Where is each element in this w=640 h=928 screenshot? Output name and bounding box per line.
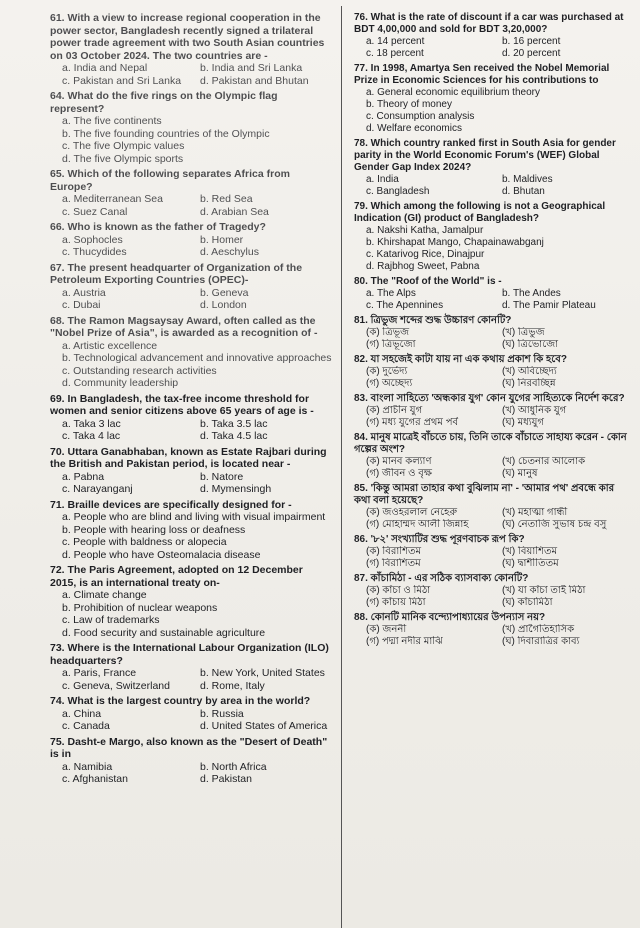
question-stem: 66. Who is known as the father of Tragedy? (50, 221, 266, 233)
answer-option: d. Rome, Italy (200, 679, 265, 692)
answer-option: a. Taka 3 lac (62, 417, 121, 430)
question-item (354, 354, 632, 390)
answer-options (354, 225, 632, 273)
answer-option: (গ) জীবন ও বৃক্ষ (366, 468, 432, 479)
answer-option: b. New York, United States (200, 667, 325, 679)
answer-option: a. General economic equilibrium theory (366, 87, 540, 98)
answer-option: (ক) ত্রিভূজ (366, 327, 410, 338)
answer-options (50, 511, 332, 561)
answer-option: c. Thucydides (62, 246, 127, 258)
question-stem: 75. Dasht-e Margo, also known as the "Desert of Death" is in (50, 735, 328, 760)
question-item (50, 90, 332, 165)
answer-option: d. 20 percent (502, 48, 561, 59)
answer-options (50, 708, 332, 733)
answer-option: a. Sophocles (62, 233, 123, 246)
answer-option: a. 14 percent (366, 36, 425, 47)
answer-options (50, 340, 332, 390)
question-item (50, 262, 332, 312)
answer-option: c. Narayanganj (62, 483, 133, 495)
answer-option: (খ) প্রাগৈতিহাসিক (502, 624, 575, 635)
answer-option: b. Theory of money (366, 99, 452, 110)
answer-option: c. Taka 4 lac (62, 430, 121, 442)
answer-option: d. United States of America (200, 720, 328, 732)
answer-option: c. Canada (62, 720, 110, 732)
question-item (50, 446, 332, 496)
question-item (354, 315, 632, 351)
answer-option: b. Technological advancement and innovative approaches (62, 352, 332, 364)
answer-options (50, 667, 332, 692)
answer-option: b. North Africa (200, 760, 267, 773)
answer-option: a. Austria (62, 286, 106, 299)
answer-option: b. Natore (200, 470, 244, 483)
answer-option: b. Maldives (502, 174, 553, 185)
question-stem: 84. মানুষ মাত্রেই বাঁচতে চায়, তিনি তাকে বাঁচাতে সাহায্য করেন - কোন গল্পের অংশ? (354, 432, 627, 455)
answer-option: a. India (366, 174, 399, 185)
answer-option: c. Dubai (62, 299, 101, 311)
question-stem: 87. কাঁচামিঠা - এর সঠিক ব্যাসবাক্য কোনটি? (354, 573, 529, 584)
column-divider (341, 6, 342, 928)
answer-option: b. India and Sri Lanka (200, 62, 303, 74)
question-item (50, 564, 332, 639)
question-stem: 67. The present headquarter of Organization of the Petroleum Exporting Countries (OPEC)- (50, 261, 303, 286)
answer-options (354, 507, 632, 531)
question-stem: 76. What is the rate of discount if a car was purchased at BDT 4,00,000 and sold for BDT 3,20,000? (354, 12, 624, 35)
answer-option: (ক) প্রাচীন যুগ (366, 405, 423, 416)
answer-option: b. Khirshapat Mango, Chapainawabganj (366, 237, 544, 248)
question-item (354, 573, 632, 609)
answer-option: d. People who have Osteomalacia disease (62, 548, 261, 561)
answer-options (50, 62, 332, 87)
answer-option: (ঘ) দিবারাত্রির কাব্য (502, 636, 580, 647)
question-stem: 68. The Ramon Magsaysay Award, often called as the "Nobel Prize of Asia", is awarded as a recognition of - (50, 314, 318, 339)
answer-option: (ক) দুর্ভেদ্য (366, 366, 408, 377)
answer-option: d. Community leadership (62, 377, 179, 389)
answer-option: b. The Andes (502, 288, 561, 299)
answer-option: b. Geneva (200, 286, 249, 299)
question-stem: 74. What is the largest country by area in the world? (50, 695, 311, 707)
answer-option: d. The Pamir Plateau (502, 300, 596, 311)
question-item (354, 393, 632, 429)
question-item (354, 201, 632, 273)
answer-option: d. Bhutan (502, 186, 545, 197)
answer-option: d. The five Olympic sports (62, 152, 184, 165)
question-stem: 79. Which among the following is not a Geographical Indication (GI) product of Bangladesh? (354, 201, 606, 224)
answer-option: (ক) মানব কল্যাণ (366, 456, 432, 467)
answer-option: (গ) কাঁচায় মিঠা (366, 597, 426, 608)
answer-option: (ঘ) নিরবচ্ছিন্ন (502, 378, 556, 389)
answer-options (50, 234, 332, 259)
answer-options (354, 174, 632, 198)
question-item (50, 695, 332, 733)
answer-option: (খ) চেতনার আলোক (502, 456, 586, 467)
question-item (50, 221, 332, 259)
answer-option: (ঘ) নেতাজি সুভাষ চন্দ্র বসু (502, 519, 607, 530)
answer-option: d. Aeschylus (200, 246, 259, 258)
answer-option: (ক) জননী (366, 624, 407, 635)
answer-option: c. Suez Canal (62, 205, 128, 218)
question-item (354, 63, 632, 135)
answer-option: b. Homer (200, 233, 244, 246)
answer-option: (ঘ) ত্রিভোজো (502, 339, 559, 350)
answer-option: (ক) বিরাশিতম (366, 546, 422, 557)
answer-options (50, 471, 332, 496)
question-item (354, 534, 632, 570)
question-item (354, 138, 632, 198)
answer-option: c. The Apennines (366, 300, 444, 311)
question-item (354, 276, 632, 312)
question-item (50, 736, 332, 786)
answer-option: c. People with baldness or alopecia (62, 536, 227, 548)
answer-option: b. Russia (200, 707, 244, 720)
question-item (354, 432, 632, 480)
answer-option: (ক) কাঁচা ও মিঠা (366, 585, 431, 596)
answer-option: c. Pakistan and Sri Lanka (62, 74, 182, 87)
answer-option: c. Bangladesh (366, 186, 430, 197)
answer-option: a. Nakshi Katha, Jamalpur (366, 225, 484, 236)
answer-option: (ঘ) কাঁচামিঠা (502, 597, 553, 608)
question-stem: 72. The Paris Agreement, adopted on 12 December 2015, is an international treaty on- (50, 564, 303, 589)
answer-options (354, 585, 632, 609)
answer-options (354, 624, 632, 648)
answer-option: b. People with hearing loss or deafness (62, 523, 246, 536)
answer-option: a. Climate change (62, 589, 147, 601)
answer-option: a. Pabna (62, 470, 105, 483)
answer-options (50, 287, 332, 312)
question-item (50, 12, 332, 87)
question-stem: 81. ত্রিভুজ শব্দের শুদ্ধ উচ্চারণ কোনটি? (354, 315, 512, 326)
answer-option: b. The five founding countries of the Olympic (62, 127, 270, 140)
answer-option: (ঘ) দ্বাশীতিতম (502, 558, 559, 569)
answer-options (354, 327, 632, 351)
answer-option: d. Mymensingh (200, 483, 272, 495)
answer-option: (ঘ) মানুষ (502, 468, 538, 479)
answer-option: (খ) আধুনিক যুগ (502, 405, 567, 416)
answer-option: c. Outstanding research activities (62, 364, 217, 377)
answer-option: d. London (200, 299, 247, 311)
right-column (344, 0, 640, 928)
question-stem: 88. কোনটি মানিক বন্দ্যোপাধ্যায়ের উপন্যাস নয়? (354, 612, 546, 623)
question-item (354, 12, 632, 60)
answer-option: (গ) বিরাশিতম (366, 558, 421, 569)
answer-option: (গ) মধ্য যুগের প্রথম পর্ব (366, 417, 459, 428)
answer-option: c. Afghanistan (62, 773, 128, 785)
answer-option: b. Red Sea (200, 193, 253, 205)
answer-option: c. 18 percent (366, 48, 424, 59)
answer-option: (গ) অচ্ছেদ্য (366, 378, 413, 389)
answer-option: (গ) পদ্মা নদীর মাঝি (366, 636, 443, 647)
answer-option: a. People who are blind and living with visual impairment (62, 511, 326, 523)
question-stem: 73. Where is the International Labour Organization (ILO) headquarters? (50, 642, 329, 667)
answer-option: c. Katarivog Rice, Dinajpur (366, 249, 485, 260)
answer-option: (ক) জওহরলাল নেহেরু (366, 507, 458, 518)
answer-options (354, 288, 632, 312)
question-stem: 82. যা সহজেই কাটা যায় না এক কথায় প্রকাশ কি হবে? (354, 354, 567, 365)
question-stem: 61. With a view to increase regional cooperation in the power sector, Bangladesh recently signed a trilateral power trade agreement with two South Asian countries on 03 October 2024. The two countries are - (50, 12, 325, 62)
answer-options (354, 36, 632, 60)
question-stem: 83. বাংলা সাহিত্যে 'অন্ধকার যুগ' কোন যুগের সাহিত্যকে নির্দেশ করে? (354, 393, 625, 404)
answer-options (354, 87, 632, 135)
answer-option: d. Taka 4.5 lac (200, 430, 268, 442)
question-item (354, 612, 632, 648)
answer-options (50, 115, 332, 165)
answer-option: a. Artistic excellence (62, 339, 158, 352)
question-stem: 78. Which country ranked first in South Asia for gender parity in the World Economic Forum's (WEF) Global Gender Gap Index 2024? (354, 138, 616, 173)
answer-option: a. The five continents (62, 115, 162, 127)
answer-option: a. China (62, 707, 102, 720)
question-stem: 64. What do the five rings on the Olympic flag represent? (50, 90, 278, 115)
answer-options (50, 589, 332, 639)
answer-option: (ঘ) মধ্যযুগ (502, 417, 544, 428)
question-item (50, 499, 332, 562)
question-stem: 65. Which of the following separates Africa from Europe? (50, 168, 290, 193)
left-column (40, 0, 340, 928)
answer-option: d. Arabian Sea (200, 205, 269, 218)
answer-option: (খ) মহাত্মা গান্ধী (502, 507, 568, 518)
answer-option: (খ) যা কাঁচা তাই মিঠা (502, 585, 586, 596)
answer-options (354, 366, 632, 390)
question-stem: 85. 'কিন্তু আমরা তাহার কথা বুঝিলাম না' - 'আমার পথ' প্রবন্ধে কার কথা বলা হয়েছে? (354, 483, 615, 506)
answer-option: c. Consumption analysis (366, 111, 475, 122)
answer-option: c. Law of trademarks (62, 614, 160, 626)
question-stem: 69. In Bangladesh, the tax-free income threshold for women and senior citizens above 65 years of age is - (50, 392, 314, 417)
question-item (354, 483, 632, 531)
question-stem: 70. Uttara Ganabhaban, known as Estate Rajbari during the British and Pakistan period, is located near - (50, 445, 327, 470)
question-item (50, 315, 332, 390)
question-stem: 71. Braille devices are specifically designed for - (50, 498, 292, 511)
answer-option: c. Geneva, Switzerland (62, 679, 170, 692)
answer-option: (গ) মোহাম্মদ আলী জিন্নাহ (366, 519, 469, 530)
question-stem: 77. In 1998, Amartya Sen received the Nobel Memorial Prize in Economic Sciences for his contributions to (354, 63, 610, 86)
answer-option: a. Paris, France (62, 667, 137, 679)
question-stem: 86. '৮২' সংখ্যাটির শুদ্ধ পূরণবাচক রূপ কি? (354, 534, 525, 545)
answer-options (50, 418, 332, 443)
answer-option: (খ) ত্রিভুজ (502, 327, 545, 338)
answer-option: d. Rajbhog Sweet, Pabna (366, 261, 480, 272)
answer-option: d. Pakistan (200, 773, 252, 785)
answer-option: a. India and Nepal (62, 62, 148, 74)
question-item (50, 393, 332, 443)
answer-options (354, 456, 632, 480)
question-item (50, 642, 332, 692)
answer-option: d. Pakistan and Bhutan (200, 74, 309, 87)
answer-option: d. Food security and sustainable agriculture (62, 626, 266, 639)
question-item (50, 168, 332, 218)
answer-option: (গ) ত্রিভূজো (366, 339, 416, 350)
answer-option: b. Prohibition of nuclear weapons (62, 601, 218, 614)
answer-option: (খ) বিয়াশিতম (502, 546, 558, 557)
answer-option: (খ) অবিচ্ছেদ্য (502, 366, 557, 377)
answer-options (50, 193, 332, 218)
answer-option: b. Taka 3.5 lac (200, 417, 268, 430)
answer-option: a. Namibia (62, 760, 113, 773)
question-stem: 80. The "Roof of the World" is - (354, 276, 502, 287)
answer-options (50, 761, 332, 786)
answer-options (354, 405, 632, 429)
answer-option: d. Welfare economics (366, 123, 462, 134)
answer-options (354, 546, 632, 570)
answer-option: a. The Alps (366, 288, 416, 299)
answer-option: a. Mediterranean Sea (62, 193, 163, 205)
answer-option: c. The five Olympic values (62, 140, 185, 152)
answer-option: b. 16 percent (502, 36, 561, 47)
